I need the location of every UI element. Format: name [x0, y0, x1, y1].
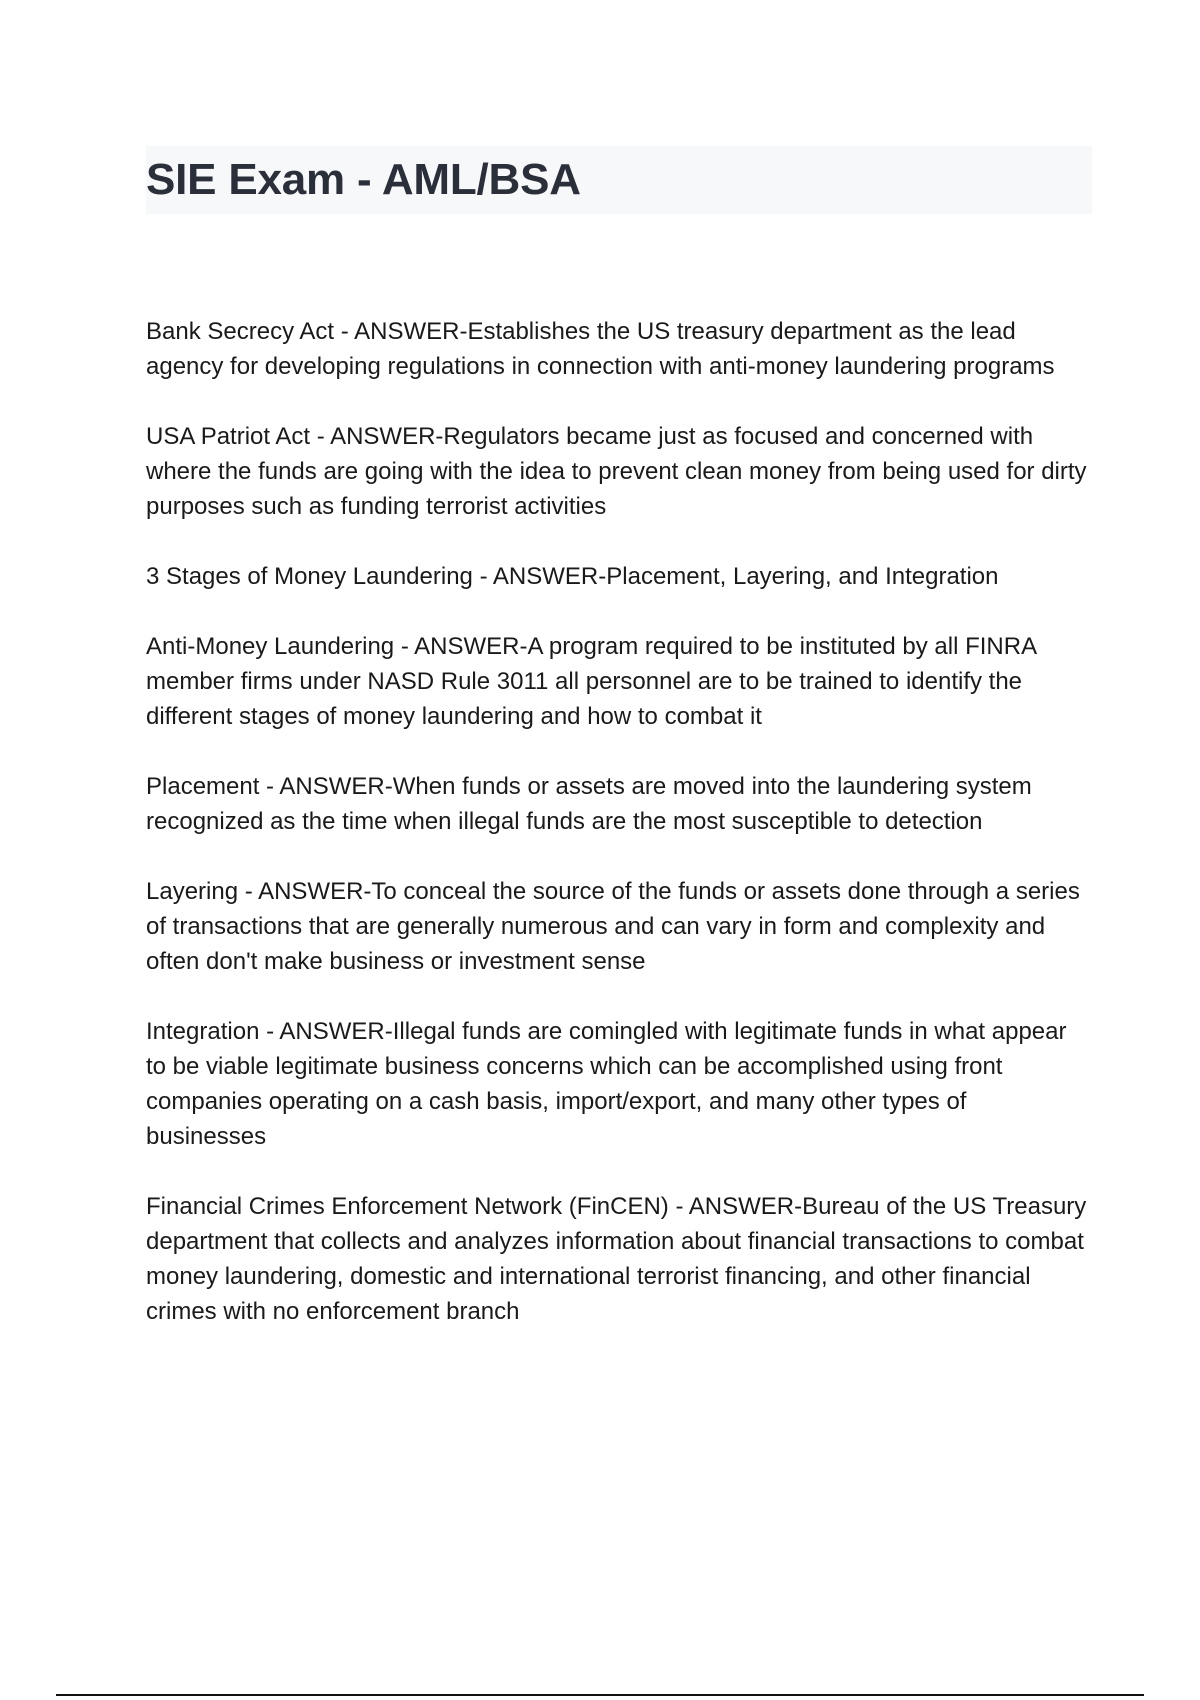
- qa-item: [146, 874, 1092, 979]
- qa-item: [146, 629, 1092, 734]
- qa-item: [146, 419, 1092, 524]
- qa-term: Financial Crimes Enforcement Network (FinCEN): [146, 1193, 669, 1220]
- qa-separator: - ANSWER-: [334, 318, 468, 345]
- qa-list: [146, 314, 1092, 1364]
- qa-term: 3 Stages of Money Laundering: [146, 563, 473, 590]
- qa-answer: To conceal the source of the funds or assets done through a series of transactions that are generally numerous and can vary in form and complexity and often don't make business or investment sense: [146, 878, 1080, 975]
- qa-answer: A program required to be instituted by all FINRA member firms under NASD Rule 3011 all personnel are to be trained to identify the different stages of money laundering and how to combat it: [146, 633, 1036, 730]
- qa-term: Integration: [146, 1018, 260, 1045]
- qa-term: USA Patriot Act: [146, 423, 311, 450]
- qa-separator: - ANSWER-: [668, 1193, 803, 1220]
- qa-term: Anti-Money Laundering: [146, 633, 395, 660]
- qa-item: [146, 1014, 1092, 1154]
- qa-term: Layering: [146, 878, 239, 905]
- qa-separator: - ANSWER-: [394, 633, 528, 660]
- qa-separator: - ANSWER-: [310, 423, 444, 450]
- qa-term: Bank Secrecy Act: [146, 318, 335, 345]
- qa-separator: - ANSWER-: [259, 1018, 393, 1045]
- qa-answer: Illegal funds are comingled with legitimate funds in what appear to be viable legitimate business concerns which can be accomplished using front companies operating on a cash basis, import/export, and many other types of businesses: [146, 1018, 1067, 1150]
- qa-item: [146, 769, 1092, 839]
- qa-term: Placement: [146, 773, 260, 800]
- qa-answer: When funds or assets are moved into the laundering system recognized as the time when illegal funds are the most susceptible to detection: [146, 773, 1032, 835]
- qa-answer: Placement, Layering, and Integration: [606, 563, 999, 590]
- qa-item: [146, 559, 1092, 594]
- qa-separator: - ANSWER-: [238, 878, 372, 905]
- qa-item: [146, 314, 1092, 384]
- qa-item: [146, 1189, 1092, 1329]
- qa-answer: Establishes the US treasury department as the lead agency for developing regulations in connection with anti-money laundering programs: [146, 318, 1055, 380]
- footer-divider: [56, 1694, 1144, 1696]
- qa-answer: Bureau of the US Treasury department that collects and analyzes information about financial transactions to combat money laundering, domestic and international terrorist financing, and other financial crimes with no enforcement branch: [146, 1193, 1087, 1325]
- page-title: SIE Exam - AML/BSA: [146, 155, 581, 204]
- title-band: [146, 146, 1092, 214]
- qa-answer: Regulators became just as focused and concerned with where the funds are going with the idea to prevent clean money from being used for dirty purposes such as funding terrorist activities: [146, 423, 1087, 520]
- qa-separator: - ANSWER-: [259, 773, 393, 800]
- qa-separator: - ANSWER-: [472, 563, 607, 590]
